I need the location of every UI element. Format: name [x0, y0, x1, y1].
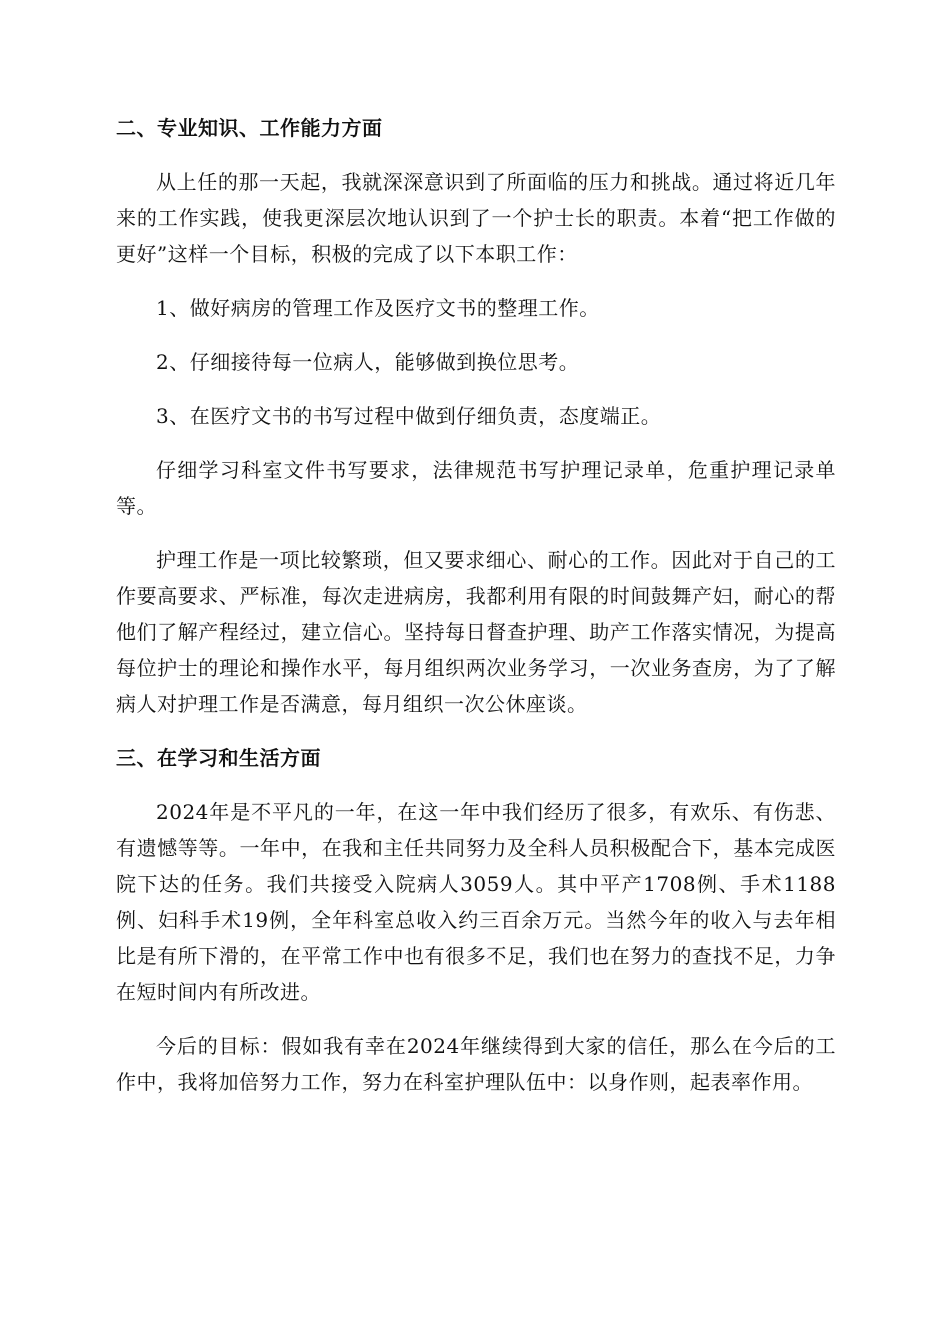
list-item: 1、做好病房的管理工作及医疗文书的整理工作。	[156, 296, 600, 320]
section-heading: 三、在学习和生活方面	[116, 746, 321, 770]
paragraph: 从上任的那一天起，我就深深意识到了所面临的压力和挑战。通过将近几年来的工作实践，使我更深层次地认识到了一个护士长的职责。本着“把工作做的更好”这样一个目标，积极的完成了以下本职工作：	[116, 170, 836, 266]
document-page	[116, 110, 836, 1118]
paragraph: 仔细学习科室文件书写要求，法律规范书写护理记录单，危重护理记录单等。	[116, 458, 836, 518]
paragraph: 2024年是不平凡的一年，在这一年中我们经历了很多，有欢乐、有伤悲、有遗憾等等。一年中，在我和主任共同努力及全科人员积极配合下，基本完成医院下达的任务。我们共接受入院病人3059人。其中平产1708例、手术1188例、妇科手术19例，全年科室总收入约三百余万元。当然今年的收入与去年相比是有所下滑的，在平常工作中也有很多不足，我们也在努力的查找不足，力争在短时间内有所改进。	[116, 800, 836, 1004]
list-item: 3、在医疗文书的书写过程中做到仔细负责，态度端正。	[156, 404, 662, 428]
section-heading: 二、专业知识、工作能力方面	[116, 116, 383, 140]
paragraph: 今后的目标：假如我有幸在2024年继续得到大家的信任，那么在今后的工作中，我将加倍努力工作，努力在科室护理队伍中：以身作则，起表率作用。	[116, 1034, 836, 1094]
paragraph: 护理工作是一项比较繁琐，但又要求细心、耐心的工作。因此对于自己的工作要高要求、严标准，每次走进病房，我都利用有限的时间鼓舞产妇，耐心的帮他们了解产程经过，建立信心。坚持每日督查护理、助产工作落实情况，为提高每位护士的理论和操作水平，每月组织两次业务学习，一次业务查房，为了了解病人对护理工作是否满意，每月组织一次公休座谈。	[116, 548, 836, 716]
list-item: 2、仔细接待每一位病人，能够做到换位思考。	[156, 350, 580, 374]
